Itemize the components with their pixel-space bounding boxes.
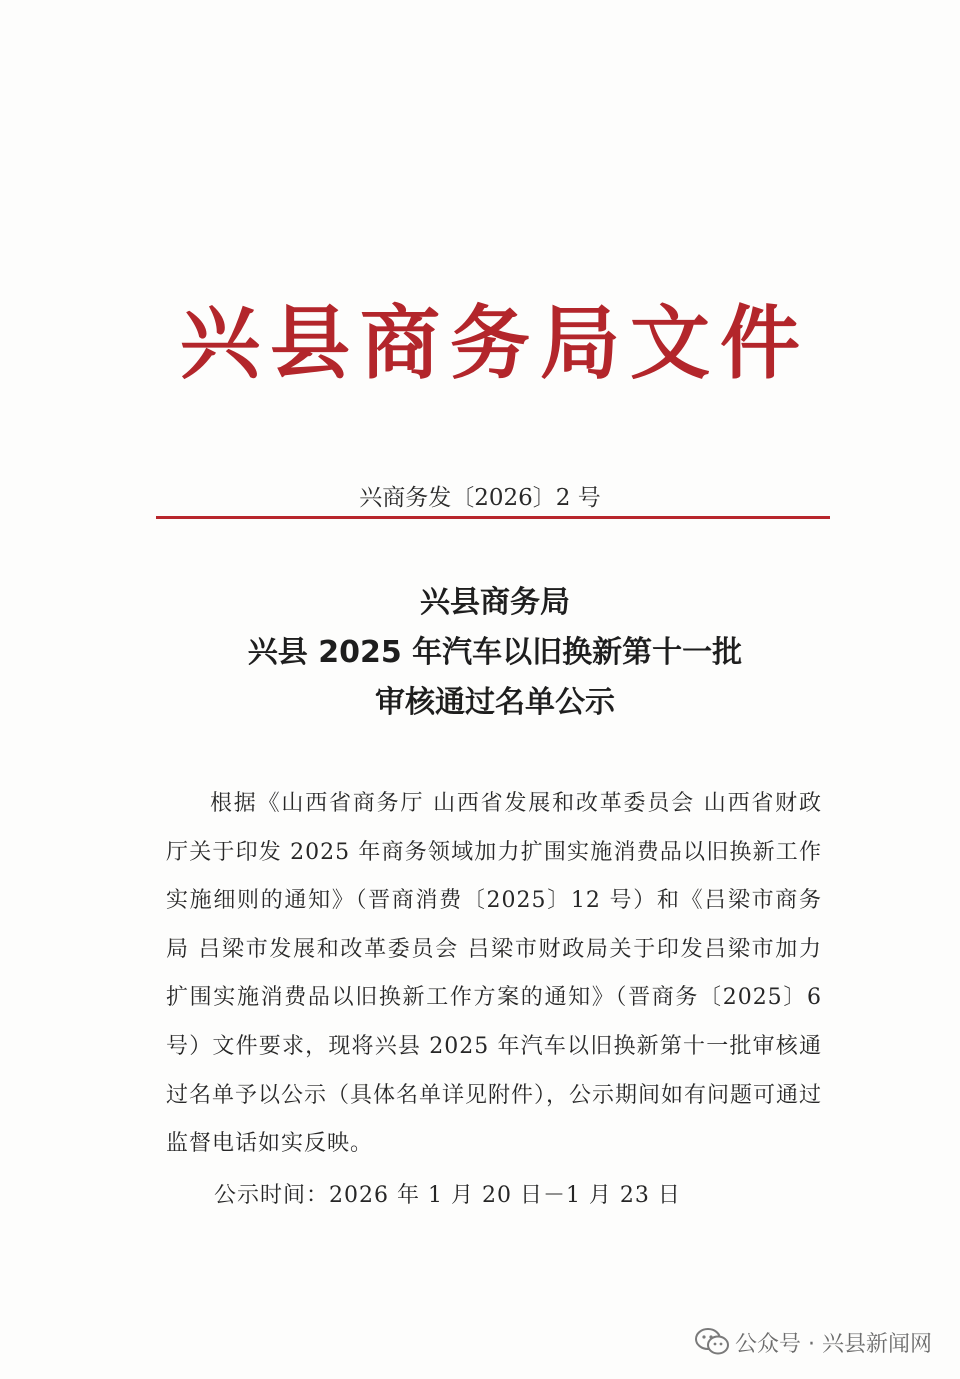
masthead-title: 兴县商务局文件 xyxy=(180,296,810,390)
title-line-issuer: 兴县商务局 xyxy=(420,585,570,620)
red-divider xyxy=(156,516,830,519)
notice-title xyxy=(130,578,860,728)
wechat-icon xyxy=(695,1327,729,1357)
document-number: 兴商务发〔2026〕2 号 xyxy=(359,485,601,511)
body-paragraph: 根据《山西省商务厅 山西省发展和改革委员会 山西省财政厅关于印发 2025 年商务领域加力扩围实施消费品以旧换新工作实施细则的通知》（晋商消费〔2025〕12 号）和《吕梁市商务局 吕梁市发展和改革委员会 吕梁市财政局关于印发吕梁市加力扩围实施消费品以旧换新工作方案的通知》（晋商务〔2025〕6 号）文件要求，现将兴县 2025 年汽车以旧换新第十一批审核通过名单予以公示（具体名单详见附件），公示期间如有问题可通过监督电话如实反映。 xyxy=(166,791,823,1157)
account-watermark xyxy=(695,1322,932,1362)
watermark-text: 公众号 · 兴县新闻网 xyxy=(735,1331,932,1357)
title-line-subject: 兴县 2025 年汽车以旧换新第十一批 xyxy=(247,635,743,670)
notice-period: 公示时间：2026 年 1 月 20 日－1 月 23 日 xyxy=(214,1183,681,1208)
title-line-type: 审核通过名单公示 xyxy=(375,685,615,720)
